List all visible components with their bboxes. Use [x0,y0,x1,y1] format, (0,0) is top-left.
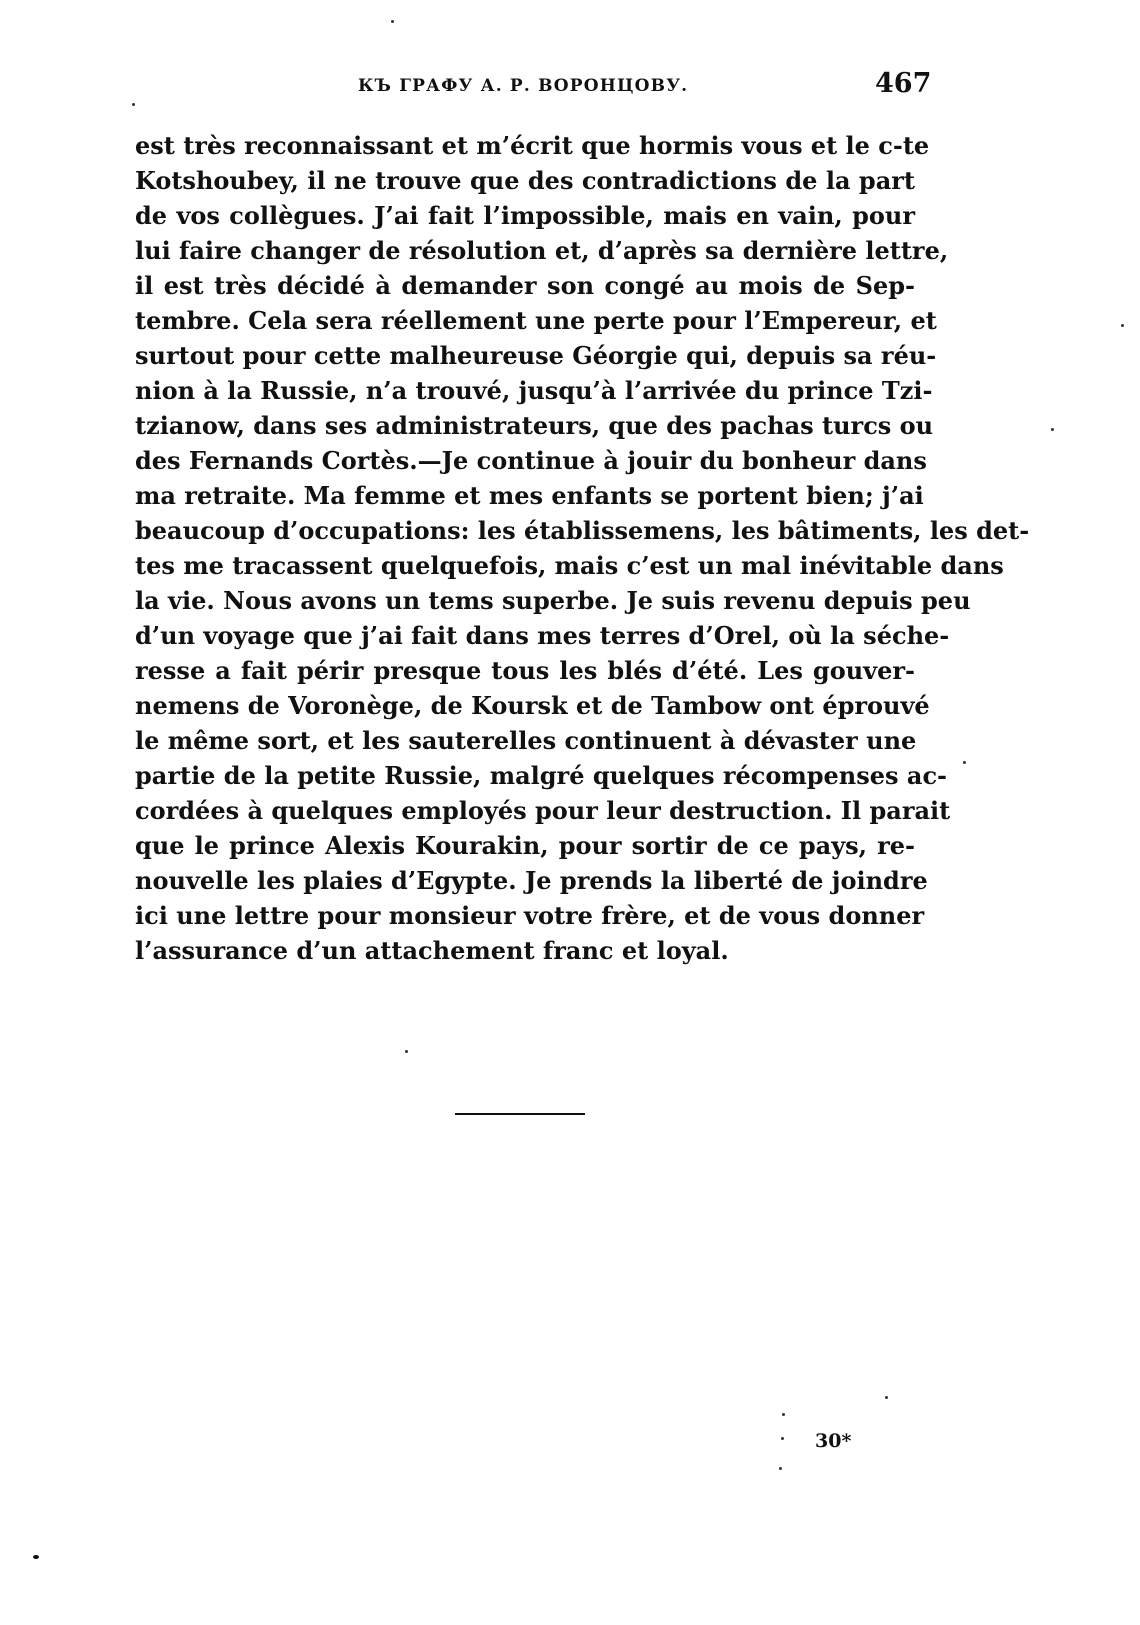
text-line: de vos collègues. J’ai fait l’impossible, mais en vain, pour [135,201,915,230]
text-line: beaucoup d’occupations: les établissemens, les bâtiments, les det- [135,516,1030,545]
text-line: le même sort, et les sauterelles continuent à dévaster une [135,726,917,755]
letter-body [135,128,1030,968]
text-line: lui faire changer de résolution et, d’après sa dernière lettre, [135,236,949,265]
page-number: 467 [875,68,932,99]
text-line: nouvelle les plaies d’Egypte. Je prends la liberté de joindre [135,866,928,895]
text-line: est très reconnaissant et m’écrit que hormis vous et le c-te [135,131,930,160]
signature-mark: 30* [815,1430,852,1452]
running-title: КЪ ГРАФУ А. Р. ВОРОНЦОВУ. [358,76,689,96]
text-line: nion à la Russie, n’a trouvé, jusqu’à l’arrivée du prince Tzi- [135,376,933,405]
text-line: l’assurance d’un attachement franc et loyal. [135,936,729,965]
text-line: nemens de Voronège, de Koursk et de Tambow ont éprouvé [135,691,930,720]
scan-speck [1051,428,1054,431]
section-divider [455,1113,585,1115]
text-line: la vie. Nous avons un tems superbe. Je suis revenu depuis peu [135,586,971,615]
text-line: des Fernands Cortès.—Je continue à jouir du bonheur dans [135,446,927,475]
text-line: tzianow, dans ses administrateurs, que des pachas turcs ou [135,411,934,440]
text-line: partie de la petite Russie, malgré quelques récompenses ac- [135,761,948,790]
text-line: que le prince Alexis Kourakin, pour sortir de ce pays, re- [135,831,915,860]
text-line: ma retraite. Ma femme et mes enfants se portent bien; j’ai [135,481,924,510]
text-line: d’un voyage que j’ai fait dans mes terres d’Orel, où la séche- [135,621,950,650]
text-line: cordées à quelques employés pour leur destruction. Il parait [135,796,951,825]
text-line: resse a fait périr presque tous les blés d’été. Les gouver- [135,656,915,685]
scan-speck [782,1413,785,1416]
scan-speck [132,103,135,106]
text-line: tembre. Cela sera réellement une perte pour l’Empereur, et [135,306,937,335]
text-line: il est très décidé à demander son congé au mois de Sep- [135,271,915,300]
scan-speck [779,1467,782,1470]
scan-speck [405,1050,408,1053]
scan-speck [963,761,966,764]
text-line: tes me tracassent quelquefois, mais c’est un mal inévitable dans [135,551,1004,580]
scan-speck [33,1555,39,1559]
scan-speck [781,1437,784,1440]
text-line: surtout pour cette malheureuse Géorgie qui, depuis sa réu- [135,341,937,370]
text-line: Kotshoubey, il ne trouve que des contradictions de la part [135,166,915,195]
scan-speck [1121,324,1124,327]
scan-speck [391,20,394,23]
text-line: ici une lettre pour monsieur votre frère, et de vous donner [135,901,925,930]
scan-speck [885,1396,888,1399]
